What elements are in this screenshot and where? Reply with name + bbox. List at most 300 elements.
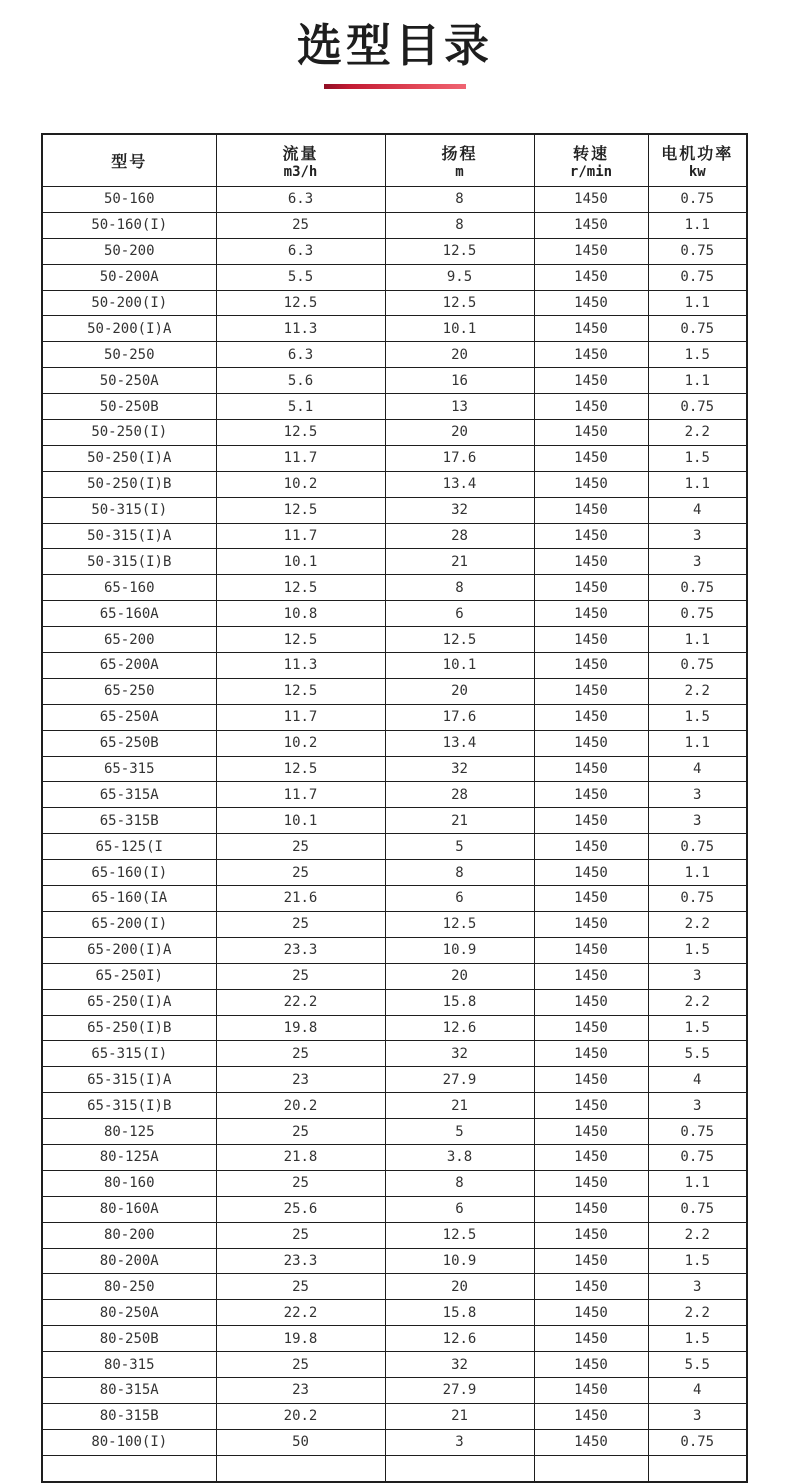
flow-cell: 10.1 <box>216 549 385 575</box>
head-cell: 17.6 <box>385 704 534 730</box>
table-row <box>42 445 747 471</box>
table-row <box>42 963 747 989</box>
table-row <box>42 653 747 679</box>
model-cell: 65-315(I) <box>42 1041 216 1067</box>
power-cell: 2.2 <box>648 989 747 1015</box>
power-cell: 1.5 <box>648 704 747 730</box>
model-cell: 65-250A <box>42 704 216 730</box>
power-cell: 3 <box>648 523 747 549</box>
flow-cell: 19.8 <box>216 1015 385 1041</box>
flow-cell: 10.2 <box>216 471 385 497</box>
speed-cell: 1450 <box>534 1429 648 1455</box>
speed-cell: 1450 <box>534 653 648 679</box>
flow-cell: 25 <box>216 963 385 989</box>
model-cell: 50-250 <box>42 342 216 368</box>
power-cell: 1.5 <box>648 1326 747 1352</box>
table-row <box>42 1326 747 1352</box>
table-row <box>42 860 747 886</box>
table-row <box>42 1300 747 1326</box>
speed-cell: 1450 <box>534 963 648 989</box>
flow-cell: 50 <box>216 1429 385 1455</box>
head-cell: 12.5 <box>385 238 534 264</box>
head-cell <box>385 1455 534 1481</box>
head-cell: 12.6 <box>385 1015 534 1041</box>
power-cell: 4 <box>648 497 747 523</box>
table-row <box>42 1222 747 1248</box>
model-cell: 65-200(I) <box>42 911 216 937</box>
flow-cell: 12.5 <box>216 678 385 704</box>
table-row-partial <box>42 1455 747 1481</box>
flow-cell: 6.3 <box>216 187 385 213</box>
speed-cell: 1450 <box>534 238 648 264</box>
speed-cell: 1450 <box>534 834 648 860</box>
power-cell: 3 <box>648 963 747 989</box>
flow-cell: 12.5 <box>216 420 385 446</box>
model-cell: 65-250 <box>42 678 216 704</box>
model-cell: 65-160 <box>42 575 216 601</box>
head-cell: 21 <box>385 1093 534 1119</box>
model-cell: 50-200(I) <box>42 290 216 316</box>
flow-cell: 23.3 <box>216 1248 385 1274</box>
header-power-unit: kw <box>688 164 706 180</box>
speed-cell: 1450 <box>534 1300 648 1326</box>
title-section <box>0 0 790 89</box>
power-cell: 0.75 <box>648 1144 747 1170</box>
table-row <box>42 368 747 394</box>
speed-cell: 1450 <box>534 1274 648 1300</box>
model-cell: 65-315(I)B <box>42 1093 216 1119</box>
speed-cell: 1450 <box>534 212 648 238</box>
table-row <box>42 834 747 860</box>
table-row <box>42 420 747 446</box>
head-cell: 15.8 <box>385 989 534 1015</box>
speed-cell: 1450 <box>534 316 648 342</box>
head-cell: 32 <box>385 1352 534 1378</box>
flow-cell: 25 <box>216 212 385 238</box>
power-cell: 5.5 <box>648 1041 747 1067</box>
table-row <box>42 238 747 264</box>
speed-cell: 1450 <box>534 937 648 963</box>
speed-cell: 1450 <box>534 471 648 497</box>
table-row <box>42 808 747 834</box>
model-cell: 65-250(I)B <box>42 1015 216 1041</box>
page-title: 选型目录 <box>296 19 493 72</box>
power-cell: 4 <box>648 1067 747 1093</box>
head-cell: 5 <box>385 1119 534 1145</box>
power-cell: 1.1 <box>648 368 747 394</box>
speed-cell: 1450 <box>534 886 648 912</box>
model-cell: 50-160(I) <box>42 212 216 238</box>
model-cell: 80-200A <box>42 1248 216 1274</box>
head-cell: 28 <box>385 782 534 808</box>
power-cell: 0.75 <box>648 238 747 264</box>
flow-cell: 19.8 <box>216 1326 385 1352</box>
flow-cell: 25 <box>216 1119 385 1145</box>
head-cell: 27.9 <box>385 1377 534 1403</box>
power-cell <box>648 1455 747 1481</box>
speed-cell: 1450 <box>534 497 648 523</box>
table-row <box>42 1248 747 1274</box>
model-cell <box>42 1455 216 1481</box>
flow-cell: 11.3 <box>216 653 385 679</box>
head-cell: 10.9 <box>385 1248 534 1274</box>
power-cell: 2.2 <box>648 911 747 937</box>
head-cell: 6 <box>385 1196 534 1222</box>
model-cell: 80-125A <box>42 1144 216 1170</box>
head-cell: 21 <box>385 1403 534 1429</box>
flow-cell: 25 <box>216 860 385 886</box>
speed-cell: 1450 <box>534 678 648 704</box>
flow-cell: 20.2 <box>216 1403 385 1429</box>
head-cell: 12.5 <box>385 1222 534 1248</box>
table-row <box>42 316 747 342</box>
table-row <box>42 601 747 627</box>
model-cell: 50-160 <box>42 187 216 213</box>
flow-cell: 11.7 <box>216 445 385 471</box>
speed-cell: 1450 <box>534 1093 648 1119</box>
head-cell: 8 <box>385 212 534 238</box>
model-cell: 50-250A <box>42 368 216 394</box>
model-cell: 80-250 <box>42 1274 216 1300</box>
speed-cell <box>534 1455 648 1481</box>
flow-cell: 11.3 <box>216 316 385 342</box>
flow-cell: 22.2 <box>216 1300 385 1326</box>
table-row <box>42 756 747 782</box>
model-cell: 80-250A <box>42 1300 216 1326</box>
model-cell: 80-315A <box>42 1377 216 1403</box>
head-cell: 17.6 <box>385 445 534 471</box>
flow-cell: 12.5 <box>216 756 385 782</box>
power-cell: 2.2 <box>648 1222 747 1248</box>
header-flow-label: 流量 <box>282 144 319 163</box>
head-cell: 12.5 <box>385 290 534 316</box>
table-row <box>42 1403 747 1429</box>
power-cell: 0.75 <box>648 886 747 912</box>
flow-cell: 5.6 <box>216 368 385 394</box>
power-cell: 1.1 <box>648 730 747 756</box>
power-cell: 1.5 <box>648 1015 747 1041</box>
flow-cell: 6.3 <box>216 342 385 368</box>
speed-cell: 1450 <box>534 989 648 1015</box>
power-cell: 2.2 <box>648 420 747 446</box>
flow-cell: 10.1 <box>216 808 385 834</box>
head-cell: 12.5 <box>385 627 534 653</box>
flow-cell: 21.8 <box>216 1144 385 1170</box>
flow-cell: 20.2 <box>216 1093 385 1119</box>
flow-cell: 5.1 <box>216 394 385 420</box>
model-cell: 65-160A <box>42 601 216 627</box>
model-cell: 80-100(I) <box>42 1429 216 1455</box>
speed-cell: 1450 <box>534 704 648 730</box>
table-row <box>42 1067 747 1093</box>
power-cell: 4 <box>648 1377 747 1403</box>
speed-cell: 1450 <box>534 523 648 549</box>
table-body <box>42 187 747 1482</box>
power-cell: 1.1 <box>648 471 747 497</box>
table-row <box>42 1170 747 1196</box>
flow-cell: 25 <box>216 1352 385 1378</box>
table-row <box>42 290 747 316</box>
speed-cell: 1450 <box>534 445 648 471</box>
speed-cell: 1450 <box>534 368 648 394</box>
head-cell: 20 <box>385 963 534 989</box>
speed-cell: 1450 <box>534 1403 648 1429</box>
table-row <box>42 523 747 549</box>
table-row <box>42 886 747 912</box>
power-cell: 1.1 <box>648 627 747 653</box>
table-row <box>42 212 747 238</box>
table-row <box>42 730 747 756</box>
power-cell: 3 <box>648 1274 747 1300</box>
model-cell: 50-250(I) <box>42 420 216 446</box>
speed-cell: 1450 <box>534 1352 648 1378</box>
table-row <box>42 782 747 808</box>
flow-cell: 25 <box>216 911 385 937</box>
power-cell: 0.75 <box>648 653 747 679</box>
table-row <box>42 342 747 368</box>
header-head <box>385 134 534 187</box>
head-cell: 8 <box>385 860 534 886</box>
speed-cell: 1450 <box>534 1170 648 1196</box>
head-cell: 6 <box>385 601 534 627</box>
speed-cell: 1450 <box>534 394 648 420</box>
model-cell: 65-200 <box>42 627 216 653</box>
flow-cell: 21.6 <box>216 886 385 912</box>
model-cell: 65-200(I)A <box>42 937 216 963</box>
model-cell: 50-250B <box>42 394 216 420</box>
table-row <box>42 264 747 290</box>
model-cell: 65-160(IA <box>42 886 216 912</box>
model-cell: 65-315(I)A <box>42 1067 216 1093</box>
power-cell: 1.5 <box>648 445 747 471</box>
table-row <box>42 187 747 213</box>
head-cell: 10.1 <box>385 653 534 679</box>
head-cell: 20 <box>385 342 534 368</box>
speed-cell: 1450 <box>534 420 648 446</box>
model-cell: 80-160A <box>42 1196 216 1222</box>
head-cell: 27.9 <box>385 1067 534 1093</box>
flow-cell: 6.3 <box>216 238 385 264</box>
speed-cell: 1450 <box>534 730 648 756</box>
power-cell: 1.1 <box>648 290 747 316</box>
flow-cell: 12.5 <box>216 575 385 601</box>
header-model <box>42 134 216 187</box>
speed-cell: 1450 <box>534 1326 648 1352</box>
table-row <box>42 937 747 963</box>
flow-cell <box>216 1455 385 1481</box>
model-cell: 65-200A <box>42 653 216 679</box>
model-cell: 65-250(I)A <box>42 989 216 1015</box>
model-cell: 80-250B <box>42 1326 216 1352</box>
speed-cell: 1450 <box>534 187 648 213</box>
speed-cell: 1450 <box>534 911 648 937</box>
speed-cell: 1450 <box>534 575 648 601</box>
head-cell: 3 <box>385 1429 534 1455</box>
table-row <box>42 394 747 420</box>
table-header <box>42 134 747 187</box>
model-cell: 50-315(I) <box>42 497 216 523</box>
power-cell: 0.75 <box>648 601 747 627</box>
speed-cell: 1450 <box>534 290 648 316</box>
header-speed-unit: r/min <box>569 164 613 180</box>
model-cell: 80-315B <box>42 1403 216 1429</box>
head-cell: 9.5 <box>385 264 534 290</box>
power-cell: 0.75 <box>648 575 747 601</box>
model-cell: 80-160 <box>42 1170 216 1196</box>
power-cell: 0.75 <box>648 1429 747 1455</box>
power-cell: 1.5 <box>648 937 747 963</box>
flow-cell: 25 <box>216 1041 385 1067</box>
speed-cell: 1450 <box>534 1144 648 1170</box>
power-cell: 3 <box>648 549 747 575</box>
flow-cell: 11.7 <box>216 523 385 549</box>
flow-cell: 12.5 <box>216 627 385 653</box>
speed-cell: 1450 <box>534 782 648 808</box>
head-cell: 10.1 <box>385 316 534 342</box>
power-cell: 0.75 <box>648 187 747 213</box>
power-cell: 0.75 <box>648 1119 747 1145</box>
flow-cell: 23 <box>216 1067 385 1093</box>
header-flow-unit: m3/h <box>283 164 318 180</box>
speed-cell: 1450 <box>534 627 648 653</box>
model-cell: 80-125 <box>42 1119 216 1145</box>
power-cell: 0.75 <box>648 1196 747 1222</box>
power-cell: 1.5 <box>648 1248 747 1274</box>
head-cell: 13.4 <box>385 471 534 497</box>
power-cell: 3 <box>648 1403 747 1429</box>
flow-cell: 10.8 <box>216 601 385 627</box>
model-cell: 65-160(I) <box>42 860 216 886</box>
speed-cell: 1450 <box>534 1248 648 1274</box>
speed-cell: 1450 <box>534 1067 648 1093</box>
speed-cell: 1450 <box>534 264 648 290</box>
speed-cell: 1450 <box>534 808 648 834</box>
header-flow <box>216 134 385 187</box>
head-cell: 8 <box>385 187 534 213</box>
flow-cell: 25 <box>216 1274 385 1300</box>
speed-cell: 1450 <box>534 1119 648 1145</box>
speed-cell: 1450 <box>534 1222 648 1248</box>
flow-cell: 5.5 <box>216 264 385 290</box>
head-cell: 21 <box>385 808 534 834</box>
speed-cell: 1450 <box>534 1196 648 1222</box>
head-cell: 3.8 <box>385 1144 534 1170</box>
head-cell: 21 <box>385 549 534 575</box>
head-cell: 10.9 <box>385 937 534 963</box>
table-row <box>42 989 747 1015</box>
head-cell: 16 <box>385 368 534 394</box>
head-cell: 6 <box>385 886 534 912</box>
head-cell: 32 <box>385 756 534 782</box>
header-power <box>648 134 747 187</box>
model-cell: 50-315(I)A <box>42 523 216 549</box>
head-cell: 12.5 <box>385 911 534 937</box>
power-cell: 1.1 <box>648 212 747 238</box>
flow-cell: 25 <box>216 1170 385 1196</box>
power-cell: 0.75 <box>648 394 747 420</box>
flow-cell: 23 <box>216 1377 385 1403</box>
table-row <box>42 1429 747 1455</box>
speed-cell: 1450 <box>534 342 648 368</box>
flow-cell: 25 <box>216 1222 385 1248</box>
head-cell: 32 <box>385 1041 534 1067</box>
power-cell: 3 <box>648 782 747 808</box>
header-speed-label: 转速 <box>572 144 609 163</box>
model-cell: 80-200 <box>42 1222 216 1248</box>
table-row <box>42 1093 747 1119</box>
speed-cell: 1450 <box>534 549 648 575</box>
power-cell: 1.1 <box>648 1170 747 1196</box>
table-row <box>42 704 747 730</box>
model-cell: 65-315 <box>42 756 216 782</box>
speed-cell: 1450 <box>534 1377 648 1403</box>
selection-catalog-table <box>41 133 748 1483</box>
table-row <box>42 1015 747 1041</box>
table-row <box>42 1377 747 1403</box>
head-cell: 20 <box>385 420 534 446</box>
model-cell: 50-250(I)B <box>42 471 216 497</box>
head-cell: 32 <box>385 497 534 523</box>
power-cell: 0.75 <box>648 264 747 290</box>
table-row <box>42 1196 747 1222</box>
flow-cell: 10.2 <box>216 730 385 756</box>
flow-cell: 12.5 <box>216 497 385 523</box>
power-cell: 0.75 <box>648 316 747 342</box>
power-cell: 3 <box>648 1093 747 1119</box>
power-cell: 2.2 <box>648 678 747 704</box>
speed-cell: 1450 <box>534 1041 648 1067</box>
table-row <box>42 497 747 523</box>
model-cell: 80-315 <box>42 1352 216 1378</box>
flow-cell: 25.6 <box>216 1196 385 1222</box>
flow-cell: 11.7 <box>216 704 385 730</box>
model-cell: 50-200A <box>42 264 216 290</box>
header-row <box>42 134 747 187</box>
header-head-label: 扬程 <box>441 144 478 163</box>
model-cell: 65-125(I <box>42 834 216 860</box>
table-row <box>42 1352 747 1378</box>
title-accent-underline <box>324 84 466 89</box>
head-cell: 8 <box>385 575 534 601</box>
speed-cell: 1450 <box>534 601 648 627</box>
header-speed <box>534 134 648 187</box>
model-cell: 50-315(I)B <box>42 549 216 575</box>
speed-cell: 1450 <box>534 1015 648 1041</box>
power-cell: 2.2 <box>648 1300 747 1326</box>
head-cell: 20 <box>385 678 534 704</box>
model-cell: 50-200(I)A <box>42 316 216 342</box>
power-cell: 4 <box>648 756 747 782</box>
model-cell: 65-315A <box>42 782 216 808</box>
model-cell: 50-200 <box>42 238 216 264</box>
model-cell: 65-250I) <box>42 963 216 989</box>
model-cell: 50-250(I)A <box>42 445 216 471</box>
power-cell: 3 <box>648 808 747 834</box>
head-cell: 12.6 <box>385 1326 534 1352</box>
header-power-label: 电机功率 <box>661 144 734 163</box>
model-cell: 65-315B <box>42 808 216 834</box>
power-cell: 0.75 <box>648 834 747 860</box>
table-row <box>42 678 747 704</box>
flow-cell: 12.5 <box>216 290 385 316</box>
head-cell: 5 <box>385 834 534 860</box>
table-row <box>42 1119 747 1145</box>
flow-cell: 25 <box>216 834 385 860</box>
flow-cell: 22.2 <box>216 989 385 1015</box>
power-cell: 1.1 <box>648 860 747 886</box>
table-row <box>42 911 747 937</box>
table-row <box>42 575 747 601</box>
